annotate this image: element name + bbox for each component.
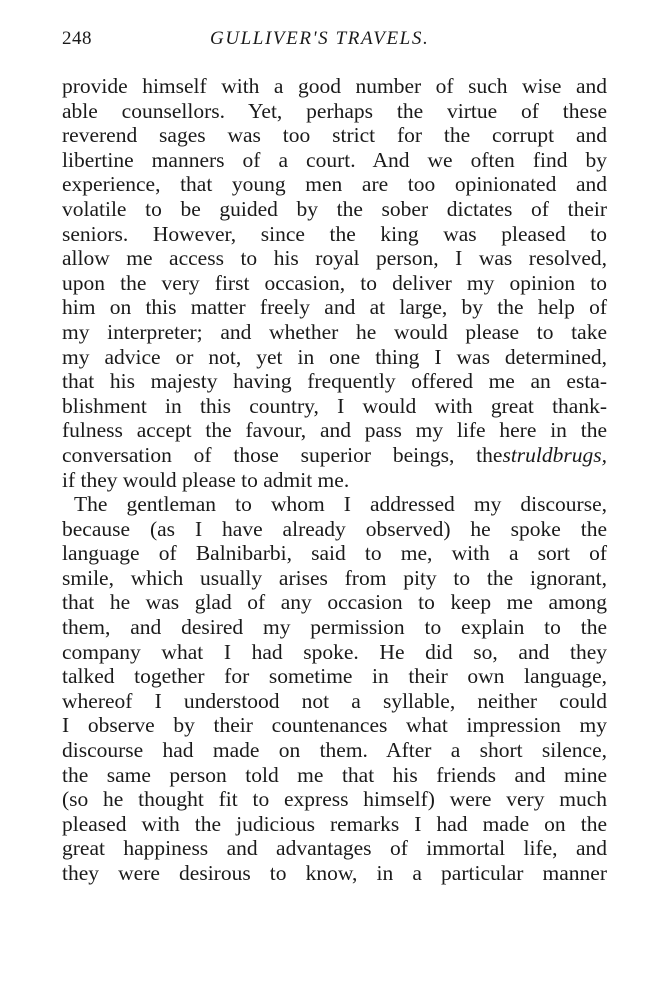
text-line: libertine manners of a court. And we often find by: [62, 147, 607, 172]
text-line: language of Balnibarbi, said to me, with a sort of: [62, 541, 607, 566]
text-line: them, and desired my permission to explain to the: [62, 615, 607, 640]
text-line: able counsellors. Yet, perhaps the virtue of these: [62, 98, 607, 123]
paragraph-2: [62, 492, 607, 886]
text-line: that his majesty having frequently offered me an esta-: [62, 369, 607, 394]
text-line: provide himself with a good number of such wise and: [62, 74, 607, 98]
running-head: [62, 28, 608, 58]
text-line: I observe by their countenances what impression my: [62, 713, 607, 738]
text-line: (so he thought fit to express himself) were very much: [62, 787, 607, 812]
text-line: they were desirous to know, in a particular manner: [62, 861, 607, 885]
text-line: The gentleman to whom I addressed my discourse,: [74, 492, 607, 517]
text-line: reverend sages was too strict for the corrupt and: [62, 123, 607, 148]
page-number: 248: [62, 28, 92, 49]
text-line: whereof I understood not a syllable, neither could: [62, 688, 607, 713]
text-line-with-italic: [62, 443, 607, 468]
text-line: discourse had made on them. After a short silence,: [62, 738, 607, 763]
body-text: [62, 74, 607, 886]
text-line: because (as I have already observed) he spoke the: [62, 516, 607, 541]
text-line: talked together for sometime in their own language,: [62, 664, 607, 689]
text-line: experience, that young men are too opinionated and: [62, 172, 607, 197]
text-line: the same person told me that his friends and mine: [62, 762, 607, 787]
paragraph-1: [62, 74, 607, 492]
text-line: great happiness and advantages of immortal life, and: [62, 836, 607, 861]
text-line: my advice or not, yet in one thing I was determined,: [62, 344, 607, 369]
text-line: that he was glad of any occasion to keep me among: [62, 590, 607, 615]
text-line: him on this matter freely and at large, by the help of: [62, 295, 607, 320]
text-line: blishment in this country, I would with great thank-: [62, 393, 607, 418]
text-fragment: conversation of those superior beings, the: [62, 442, 503, 467]
italic-term: struldbrugs,: [502, 442, 607, 467]
text-line: fulness accept the favour, and pass my life here in the: [62, 418, 607, 443]
text-line: volatile to be guided by the sober dictates of their: [62, 196, 607, 221]
text-line: smile, which usually arises from pity to the ignorant,: [62, 565, 607, 590]
text-line: my interpreter; and whether he would please to take: [62, 319, 607, 344]
text-line: upon the very first occasion, to deliver my opinion to: [62, 270, 607, 295]
text-line: if they would please to admit me.: [62, 467, 350, 492]
text-line: allow me access to his royal person, I was resolved,: [62, 246, 607, 271]
text-line: company what I had spoke. He did so, and they: [62, 639, 607, 664]
running-title: GULLIVER'S TRAVELS.: [210, 28, 430, 49]
text-line: pleased with the judicious remarks I had made on the: [62, 811, 607, 836]
text-line: seniors. However, since the king was pleased to: [62, 221, 607, 246]
